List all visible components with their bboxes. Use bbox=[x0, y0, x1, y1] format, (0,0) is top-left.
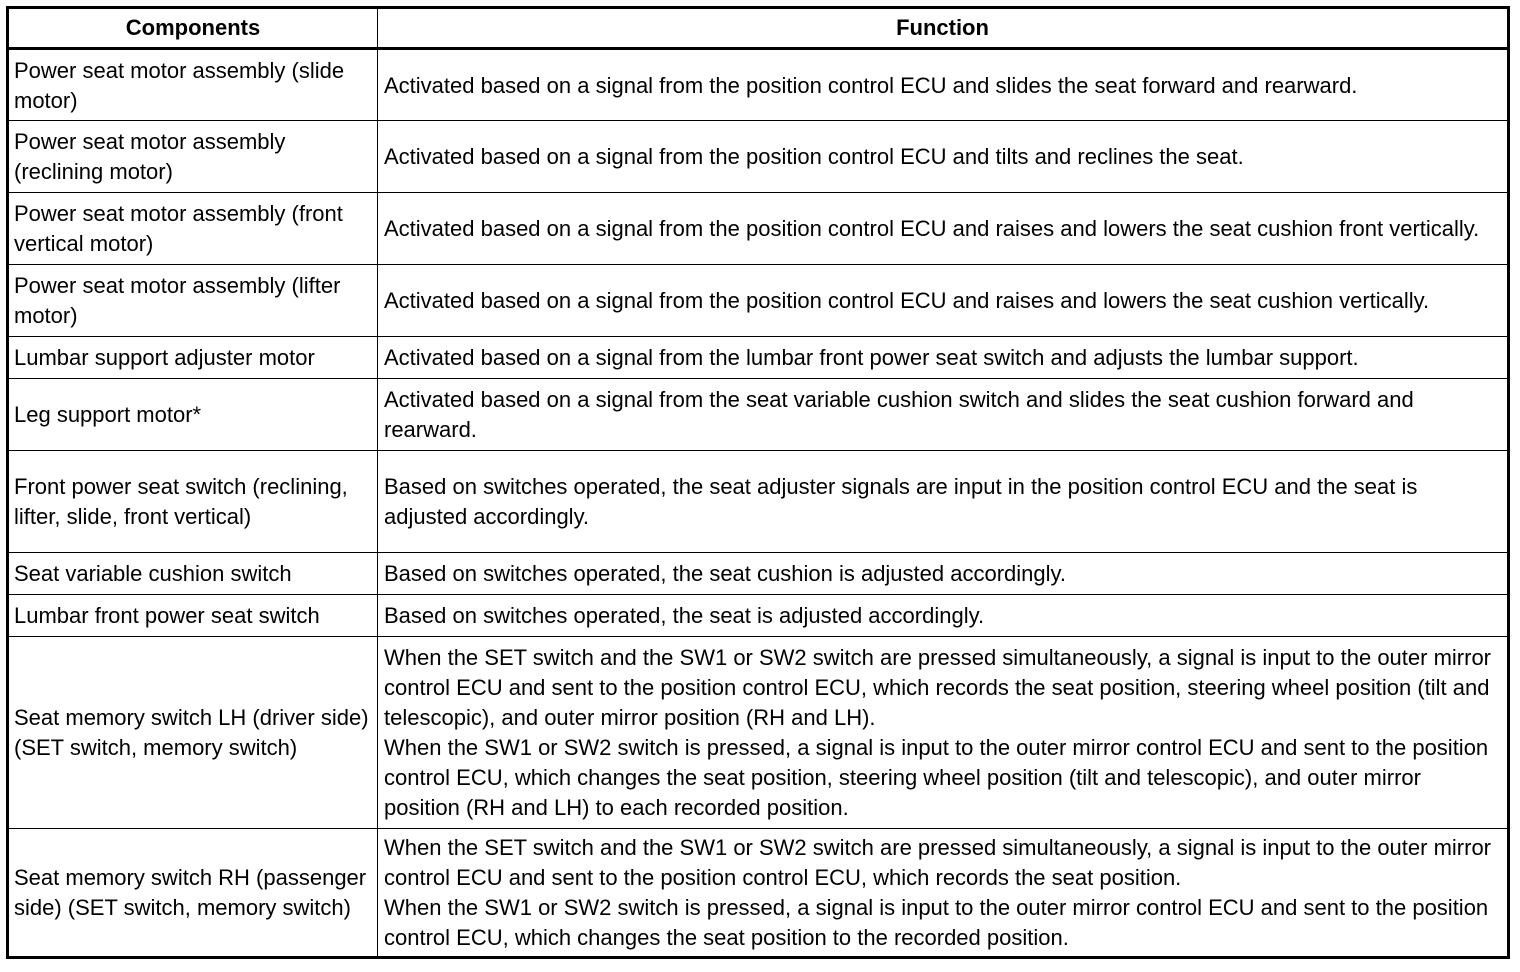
table-row bbox=[8, 553, 1509, 595]
function-text: Based on switches operated, the seat cushion is adjusted accordingly. bbox=[384, 561, 1066, 586]
function-text: Activated based on a signal from the position control ECU and tilts and reclines the seat. bbox=[384, 144, 1244, 169]
function-text: When the SET switch and the SW1 or SW2 switch are pressed simultaneously, a signal is input to the outer mirror control ECU and sent to the position control ECU, which records the seat position. bbox=[384, 835, 1492, 890]
component-cell: Lumbar support adjuster motor bbox=[8, 337, 378, 379]
function-cell bbox=[378, 637, 1509, 829]
table-row bbox=[8, 451, 1509, 553]
function-cell bbox=[378, 379, 1509, 451]
header-components: Components bbox=[8, 8, 378, 49]
table-row bbox=[8, 829, 1509, 958]
component-cell: Lumbar front power seat switch bbox=[8, 595, 378, 637]
function-text: Activated based on a signal from the position control ECU and raises and lowers the seat cushion front vertically. bbox=[384, 216, 1480, 241]
function-text: When the SW1 or SW2 switch is pressed, a signal is input to the outer mirror control ECU and sent to the position control ECU, which changes the seat position to the recorded position. bbox=[384, 895, 1489, 950]
function-cell bbox=[378, 595, 1509, 637]
components-function-table bbox=[6, 6, 1510, 959]
function-cell bbox=[378, 193, 1509, 265]
function-text: Based on switches operated, the seat adjuster signals are input in the position control ECU and the seat is adjusted accordingly. bbox=[384, 474, 1418, 529]
function-cell bbox=[378, 337, 1509, 379]
function-text: Based on switches operated, the seat is adjusted accordingly. bbox=[384, 603, 985, 628]
component-cell: Power seat motor assembly (reclining motor) bbox=[8, 121, 378, 193]
function-text: Activated based on a signal from the lumbar front power seat switch and adjusts the lumbar support. bbox=[384, 345, 1359, 370]
function-text: Activated based on a signal from the position control ECU and raises and lowers the seat cushion vertically. bbox=[384, 288, 1430, 313]
component-cell: Seat memory switch LH (driver side) (SET switch, memory switch) bbox=[8, 637, 378, 829]
function-cell bbox=[378, 121, 1509, 193]
function-cell bbox=[378, 829, 1509, 958]
function-text: When the SW1 or SW2 switch is pressed, a signal is input to the outer mirror control ECU and sent to the position control ECU, which changes the seat position, steering wheel position (tilt and telescopic), and outer mirror position (RH and LH) to each recorded position. bbox=[384, 735, 1489, 820]
component-cell: Seat variable cushion switch bbox=[8, 553, 378, 595]
component-cell: Front power seat switch (reclining, lifter, slide, front vertical) bbox=[8, 451, 378, 553]
table-row bbox=[8, 337, 1509, 379]
table-row bbox=[8, 265, 1509, 337]
header-function: Function bbox=[378, 8, 1509, 49]
table-row bbox=[8, 379, 1509, 451]
header-row bbox=[8, 8, 1509, 49]
table-row bbox=[8, 121, 1509, 193]
table-row bbox=[8, 637, 1509, 829]
function-text: Activated based on a signal from the seat variable cushion switch and slides the seat cushion forward and rearward. bbox=[384, 387, 1414, 442]
table-row bbox=[8, 595, 1509, 637]
function-cell bbox=[378, 553, 1509, 595]
component-cell: Leg support motor* bbox=[8, 379, 378, 451]
table-row bbox=[8, 49, 1509, 121]
function-cell bbox=[378, 265, 1509, 337]
function-text: Activated based on a signal from the position control ECU and slides the seat forward and rearward. bbox=[384, 72, 1358, 98]
function-cell bbox=[378, 451, 1509, 553]
component-cell: Power seat motor assembly (front vertical motor) bbox=[8, 193, 378, 265]
component-cell: Seat memory switch RH (passenger side) (SET switch, memory switch) bbox=[8, 829, 378, 958]
function-cell bbox=[378, 49, 1509, 121]
component-cell: Power seat motor assembly (lifter motor) bbox=[8, 265, 378, 337]
function-text: When the SET switch and the SW1 or SW2 switch are pressed simultaneously, a signal is input to the outer mirror control ECU and sent to the position control ECU, which records the seat position, steering wheel position (tilt and telescopic), and outer mirror position (RH and LH). bbox=[384, 645, 1492, 730]
component-cell: Power seat motor assembly (slide motor) bbox=[8, 49, 378, 121]
table-row bbox=[8, 193, 1509, 265]
